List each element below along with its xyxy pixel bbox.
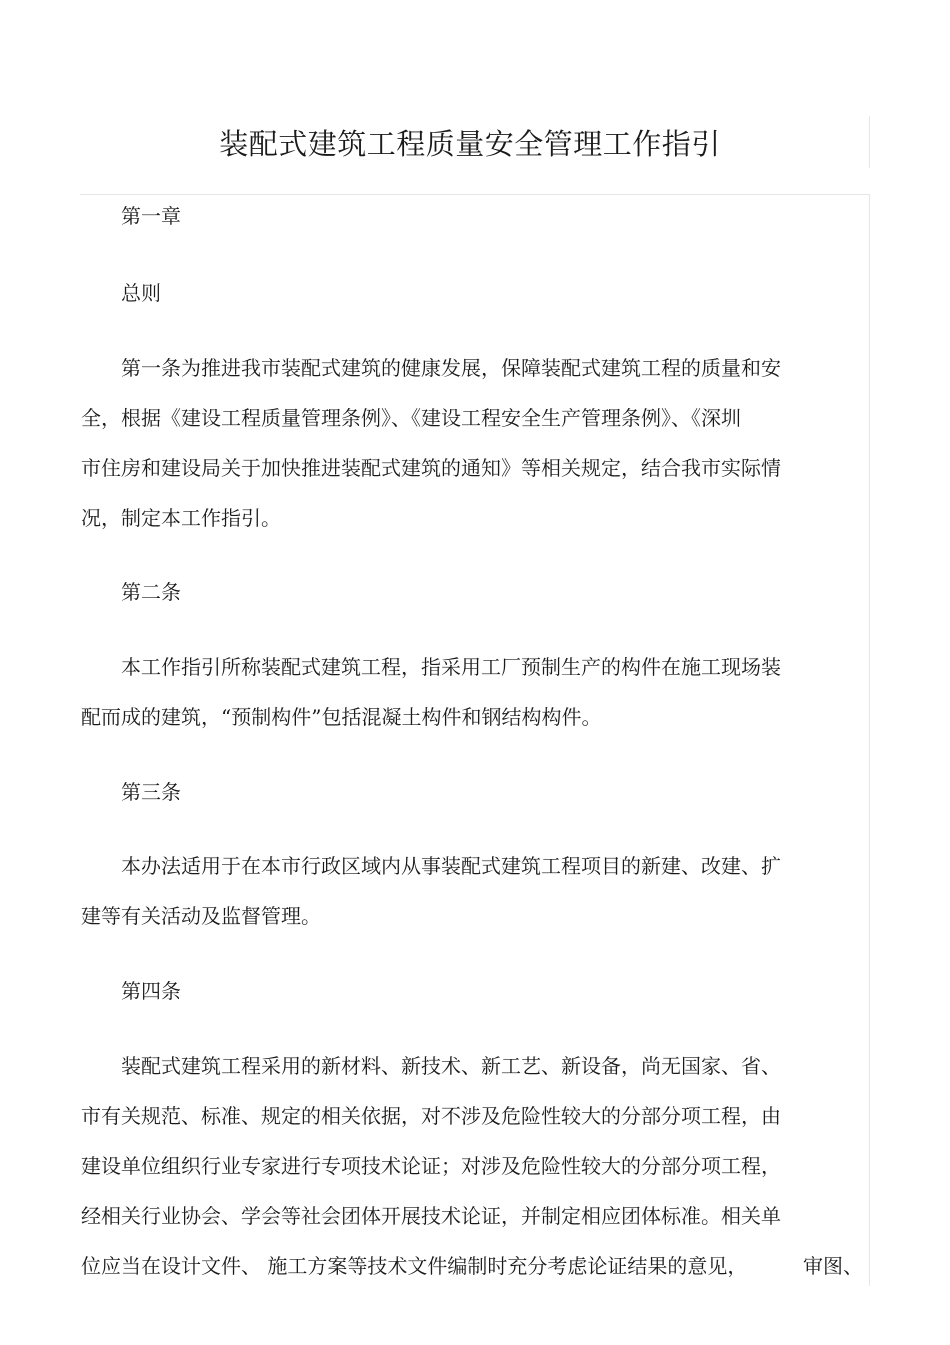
article1-line: 第一条为推进我市装配式建筑的健康发展，保障装配式建筑工程的质量和安 xyxy=(121,356,781,380)
article3-heading: 第三条 xyxy=(121,780,181,804)
article4-line: 市有关规范、标准、规定的相关依据，对不涉及危险性较大的分部分项工程，由 xyxy=(81,1104,781,1128)
article4-line: 装配式建筑工程采用的新材料、新技术、新工艺、新设备，尚无国家、省、 xyxy=(121,1054,781,1078)
title-right-border xyxy=(869,116,870,168)
article1-line: 全，根据《建设工程质量管理条例》、《建设工程安全生产管理条例》、《深圳 xyxy=(81,406,741,430)
article2-line: 本工作指引所称装配式建筑工程，指采用工厂预制生产的构件在施工现场装 xyxy=(121,655,781,679)
article4-line-tail: 审图、 xyxy=(803,1254,863,1278)
article4-line: 建设单位组织行业专家进行专项技术论证；对涉及危险性较大的分部分项工程， xyxy=(81,1154,781,1178)
chapter-title: 总则 xyxy=(121,281,161,305)
article4-heading: 第四条 xyxy=(121,979,181,1003)
chapter-heading: 第一章 xyxy=(121,204,181,228)
article3-line: 建等有关活动及监督管理。 xyxy=(81,904,321,928)
article4-line: 经相关行业协会、学会等社会团体开展技术论证，并制定相应团体标准。相关单 xyxy=(81,1204,781,1228)
article2-line: 配而成的建筑，“预制构件”包括混凝土构件和钢结构构件。 xyxy=(81,705,602,729)
page-title: 装配式建筑工程质量安全管理工作指引 xyxy=(219,127,721,161)
article2-heading: 第二条 xyxy=(121,580,181,604)
article1-line: 市住房和建设局关于加快推进装配式建筑的通知》等相关规定，结合我市实际情 xyxy=(81,456,781,480)
article1-line: 况，制定本工作指引。 xyxy=(81,506,281,530)
content-right-border xyxy=(869,194,870,1286)
title-divider xyxy=(80,194,870,195)
article4-line: 位应当在设计文件、 施工方案等技术文件编制时充分考虑论证结果的意见， xyxy=(81,1254,748,1278)
article3-line: 本办法适用于在本市行政区域内从事装配式建筑工程项目的新建、改建、扩 xyxy=(121,854,781,878)
